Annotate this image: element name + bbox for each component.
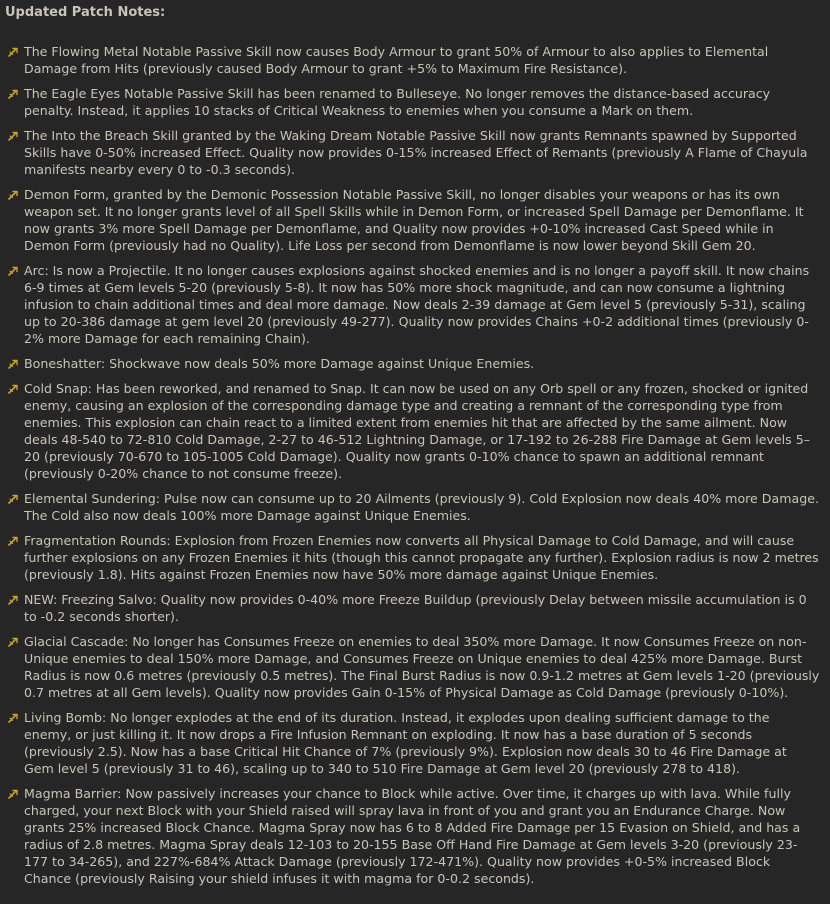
- list-item: [8, 785, 820, 887]
- note-text: Magma Barrier: Now passively increases your chance to Block while active. Over time, it charges up with lava. While fully charged, your next Block with your Shield raised will spray lava in front of you and grant you an Endurance Charge. Now grants 25% increased Block Chance. Magma Spray now has 6 to 8 Added Fire Damage per 15 Evasion on Shield, and has a radius of 2.8 metres. Magma Spray deals 12-103 to 20-155 Base Off Hand Fire Damage at Gem levels 3-20 (previously 23-177 to 34-265), and 227%-684% Attack Damage (previously 172-471%). Quality now provides +0-5% increased Block Chance (previously Raising your shield infuses it with magma for 0-0.2 seconds).: [24, 786, 801, 886]
- note-text: Demon Form, granted by the Demonic Possession Notable Passive Skill, no longer disables your weapons or has its own weapon set. It no longer grants level of all Spell Skills while in Demon Form, or increased Spell Damage per Demonflame. It now grants 3% more Spell Damage per Demonflame, and Quality now provides +0-10% increased Cast Speed while in Demon Form (previously had no Quality). Life Loss per second from Demonflame is now lower beyond Skill Gem 20.: [24, 187, 804, 253]
- patch-notes-list: [8, 43, 820, 895]
- note-text: Cold Snap: Has been reworked, and renamed to Snap. It can now be used on any Orb spell or any frozen, shocked or ignited enemy, causing an explosion of the corresponding damage type and creating a remnant of the corresponding type from enemies. This explosion can chain react to a limited extent from enemies hit that are affected by the same ailment. Now deals 48-540 to 72-810 Cold Damage, 2-27 to 46-512 Lightning Damage, or 17-192 to 26-288 Fire Damage at Gem levels 5–20 (previously 70-670 to 105-1005 Cold Damage). Quality now grants 0-10% chance to spawn an additional remnant (previously 0-20% chance to not consume freeze).: [24, 381, 811, 481]
- note-text: The Eagle Eyes Notable Passive Skill has been renamed to Bulleseye. No longer removes the distance-based accuracy penalty. Instead, it applies 10 stacks of Critical Weakness to enemies when you consume a Mark on them.: [24, 86, 771, 118]
- arrow-bullet-icon: [8, 129, 22, 141]
- arrow-bullet-icon: [8, 534, 22, 546]
- list-item: [8, 85, 820, 119]
- arrow-bullet-icon: [8, 787, 22, 799]
- note-text: Living Bomb: No longer explodes at the end of its duration. Instead, it explodes upon dealing sufficient damage to the enemy, or just killing it. It now drops a Fire Infusion Remnant on exploding. It now has a base duration of 5 seconds (previously 2.5). Now has a base Critical Hit Chance of 7% (previously 9%). Explosion now deals 30 to 46 Fire Damage at Gem level 5 (previously 31 to 46), scaling up to 340 to 510 Fire Damage at Gem level 20 (previously 278 to 418).: [24, 710, 787, 776]
- list-item: [8, 709, 820, 777]
- list-item: [8, 127, 820, 178]
- note-text: Glacial Cascade: No longer has Consumes Freeze on enemies to deal 350% more Damage. It now Consumes Freeze on non-Unique enemies to deal 150% more Damage, and Consumes Freeze on Unique enemies to deal 425% more Damage. Burst Radius is now 0.6 metres (previously 0.5 metres). The Final Burst Radius is now 0.9-1.2 metres at Gem levels 1-20 (previously 0.7 metres at all Gem levels). Quality now provides Gain 0-15% of Physical Damage as Cold Damage (previously 0-10%).: [24, 634, 820, 700]
- arrow-bullet-icon: [8, 492, 22, 504]
- list-item: [8, 262, 820, 347]
- note-text: The Flowing Metal Notable Passive Skill now causes Body Armour to grant 50% of Armour to also applies to Elemental Damage from Hits (previously caused Body Armour to grant +5% to Maximum Fire Resistance).: [24, 44, 769, 76]
- note-text: Elemental Sundering: Pulse now can consume up to 20 Ailments (previously 9). Cold Explosion now deals 40% more Damage. The Cold also now deals 100% more Damage against Unique Enemies.: [24, 491, 819, 523]
- list-item: [8, 43, 820, 77]
- list-item: [8, 380, 820, 482]
- list-item: [8, 591, 820, 625]
- arrow-bullet-icon: [8, 593, 22, 605]
- note-text: The Into the Breach Skill granted by the Waking Dream Notable Passive Skill now grants Remnants spawned by Supported Skills have 0-50% increased Effect. Quality now provides 0-15% increased Effect of Remants (previously A Flame of Chayula manifests nearby every 0 to -0.3 seconds).: [24, 128, 808, 177]
- arrow-bullet-icon: [8, 357, 22, 369]
- note-text: NEW: Freezing Salvo: Quality now provides 0-40% more Freeze Buildup (previously Delay between missile accumulation is 0 to -0.2 seconds shorter).: [24, 592, 807, 624]
- note-text: Boneshatter: Shockwave now deals 50% more Damage against Unique Enemies.: [24, 356, 535, 371]
- arrow-bullet-icon: [8, 188, 22, 200]
- list-item: [8, 355, 820, 372]
- arrow-bullet-icon: [8, 635, 22, 647]
- arrow-bullet-icon: [8, 45, 22, 57]
- list-item: [8, 633, 820, 701]
- arrow-bullet-icon: [8, 264, 22, 276]
- arrow-bullet-icon: [8, 382, 22, 394]
- note-text: Fragmentation Rounds: Explosion from Frozen Enemies now converts all Physical Damage to Cold Damage, and will cause further explosions on any Frozen Enemies it hits (though this cannot propagate any further). Explosion radius is now 2 metres (previously 1.8). Hits against Frozen Enemies now have 50% more damage against Unique Enemies.: [24, 533, 819, 582]
- arrow-bullet-icon: [8, 711, 22, 723]
- list-item: [8, 532, 820, 583]
- list-item: [8, 490, 820, 524]
- arrow-bullet-icon: [8, 87, 22, 99]
- note-text: Arc: Is now a Projectile. It no longer causes explosions against shocked enemies and is no longer a payoff skill. It now chains 6-9 times at Gem levels 5-20 (previously 5-8). It now has 50% more shock magnitude, and can now consume a lightning infusion to chain additional times and deal more damage. Now deals 2-39 damage at Gem level 5 (previously 5-31), scaling up to 20-386 damage at gem level 20 (previously 49-277). Quality now provides Chains +0-2 additional times (previously 0- 2% more Damage for each remaining Chain).: [24, 263, 810, 346]
- list-item: [8, 186, 820, 254]
- page-title: Updated Patch Notes:: [5, 5, 166, 20]
